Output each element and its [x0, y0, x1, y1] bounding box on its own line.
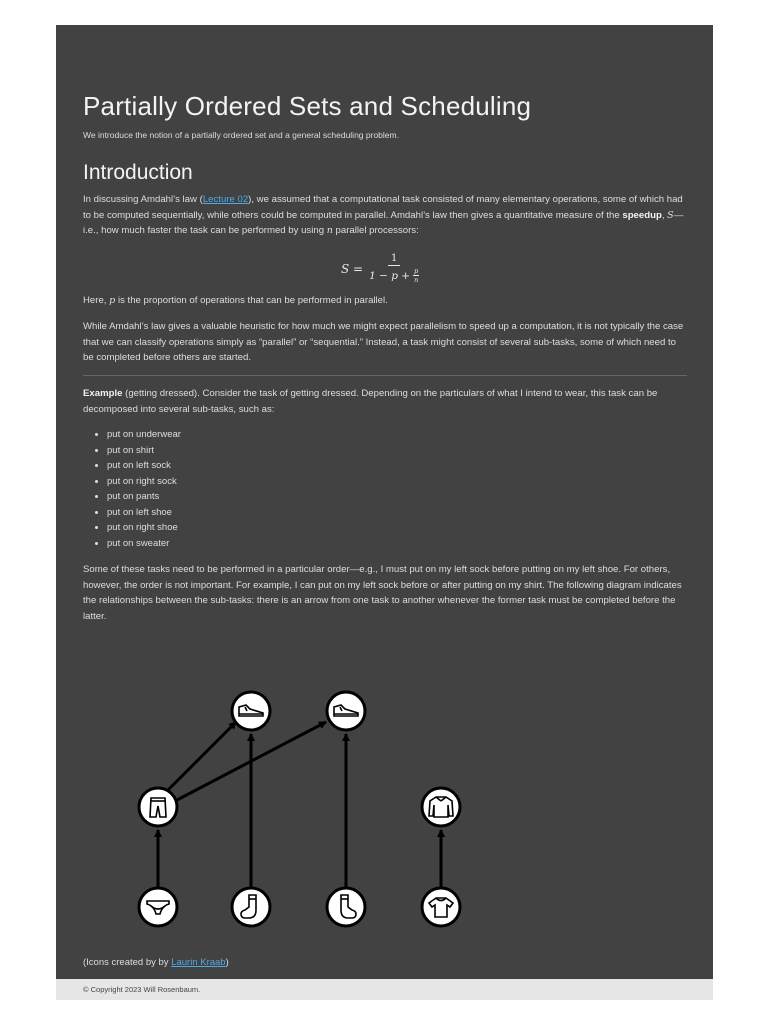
node-left-shoe	[232, 692, 270, 730]
node-right-sock	[327, 888, 365, 926]
text-span: (Icons created by by	[83, 957, 172, 968]
section-heading-introduction: Introduction	[83, 161, 193, 184]
text-span: ), we assumed that a computational task consisted of many elementary operations, some of which had to be computed sequentially, while others could be computed in parallel. Amdahl’s law then gives a quantitative measure of the	[83, 194, 683, 221]
page-footer	[56, 979, 713, 1000]
list-item: • put on right sock	[107, 474, 407, 490]
node-left-sock	[232, 888, 270, 926]
equation-numerator: 1	[388, 253, 400, 266]
example-label: Example	[83, 388, 123, 399]
intro-paragraph-1: In discussing Amdahl’s law (Lecture 02), we assumed that a computational task consisted of many elementary operations, some of which had to be computed sequentially, while others could be computed in parallel. Amdahl’s law then gives a quantitative measure of the speedup, S—i.e., how much faster the task can be performed by using n parallel processors:	[83, 194, 684, 236]
node-pants	[139, 788, 177, 826]
speedup-term: speedup	[622, 209, 662, 221]
list-item: • put on underwear	[107, 427, 407, 443]
list-item: • put on right shoe	[107, 520, 407, 536]
math-S: S	[667, 209, 674, 221]
node-sweater	[422, 788, 460, 826]
equation-lhs: S =	[341, 261, 364, 276]
node-right-shoe	[327, 692, 365, 730]
equation-denominator-text: 1 − p +	[369, 269, 411, 282]
math-p: p	[109, 295, 116, 306]
text-span: In discussing Amdahl’s law (	[83, 194, 203, 205]
text-span: is the proportion of operations that can be performed in parallel.	[115, 295, 388, 306]
laurin-kraab-link[interactable]: Laurin Kraab	[171, 957, 226, 968]
list-item: • put on left sock	[107, 458, 407, 474]
text-span: (getting dressed). Consider the task of getting dressed. Depending on the particulars of what I intend to wear, this task can be decomposed into several sub-tasks, such as:	[83, 388, 658, 415]
text-span: —i.e., how much faster the task can be performed by using	[83, 209, 684, 236]
page-subtitle: We introduce the notion of a partially ordered set and a general scheduling problem.	[83, 130, 399, 140]
main-content	[56, 25, 713, 979]
intro-paragraph-3: While Amdahl’s law gives a valuable heuristic for how much we might expect parallelism to speed up a computation, it is not typically the case that we can classify operations simply as “parallel” or “sequential.” Instead, a task might consist of several sub-tasks, some of which need to be completed before others are started.	[83, 321, 684, 363]
node-shirt	[422, 888, 460, 926]
text-span: )	[225, 957, 229, 968]
dependency-diagram	[56, 25, 713, 979]
page-title: Partially Ordered Sets and Scheduling	[83, 91, 532, 121]
p-over-n-numerator: p	[414, 267, 419, 275]
copyright-text: © Copyright 2023 Will Rosenbaum.	[83, 985, 201, 994]
text-span: parallel processors:	[332, 225, 419, 236]
list-item: • put on left shoe	[107, 505, 407, 521]
list-item: • put on pants	[107, 489, 407, 505]
ordering-paragraph: Some of these tasks need to be performed in a particular order—e.g., I must put on my left sock before putting on my left shoe. For others, however, the order is not important. For example, I can put on my left sock before or after putting on my shirt. The following diagram indicates the relationships between the sub-tasks: there is an arrow from one task to another whenever the former task must be completed before the latter.	[83, 564, 682, 622]
list-item: • put on shirt	[107, 443, 407, 459]
list-item: • put on sweater	[107, 536, 407, 552]
math-n: n	[326, 225, 333, 236]
icon-credit	[83, 957, 229, 968]
node-underwear	[139, 888, 177, 926]
text-span: Here,	[83, 295, 110, 306]
lecture-02-link[interactable]: Lecture 02	[202, 194, 249, 205]
p-over-n-denominator: n	[414, 276, 419, 284]
edge-pants-to-left-shoe	[168, 722, 236, 790]
